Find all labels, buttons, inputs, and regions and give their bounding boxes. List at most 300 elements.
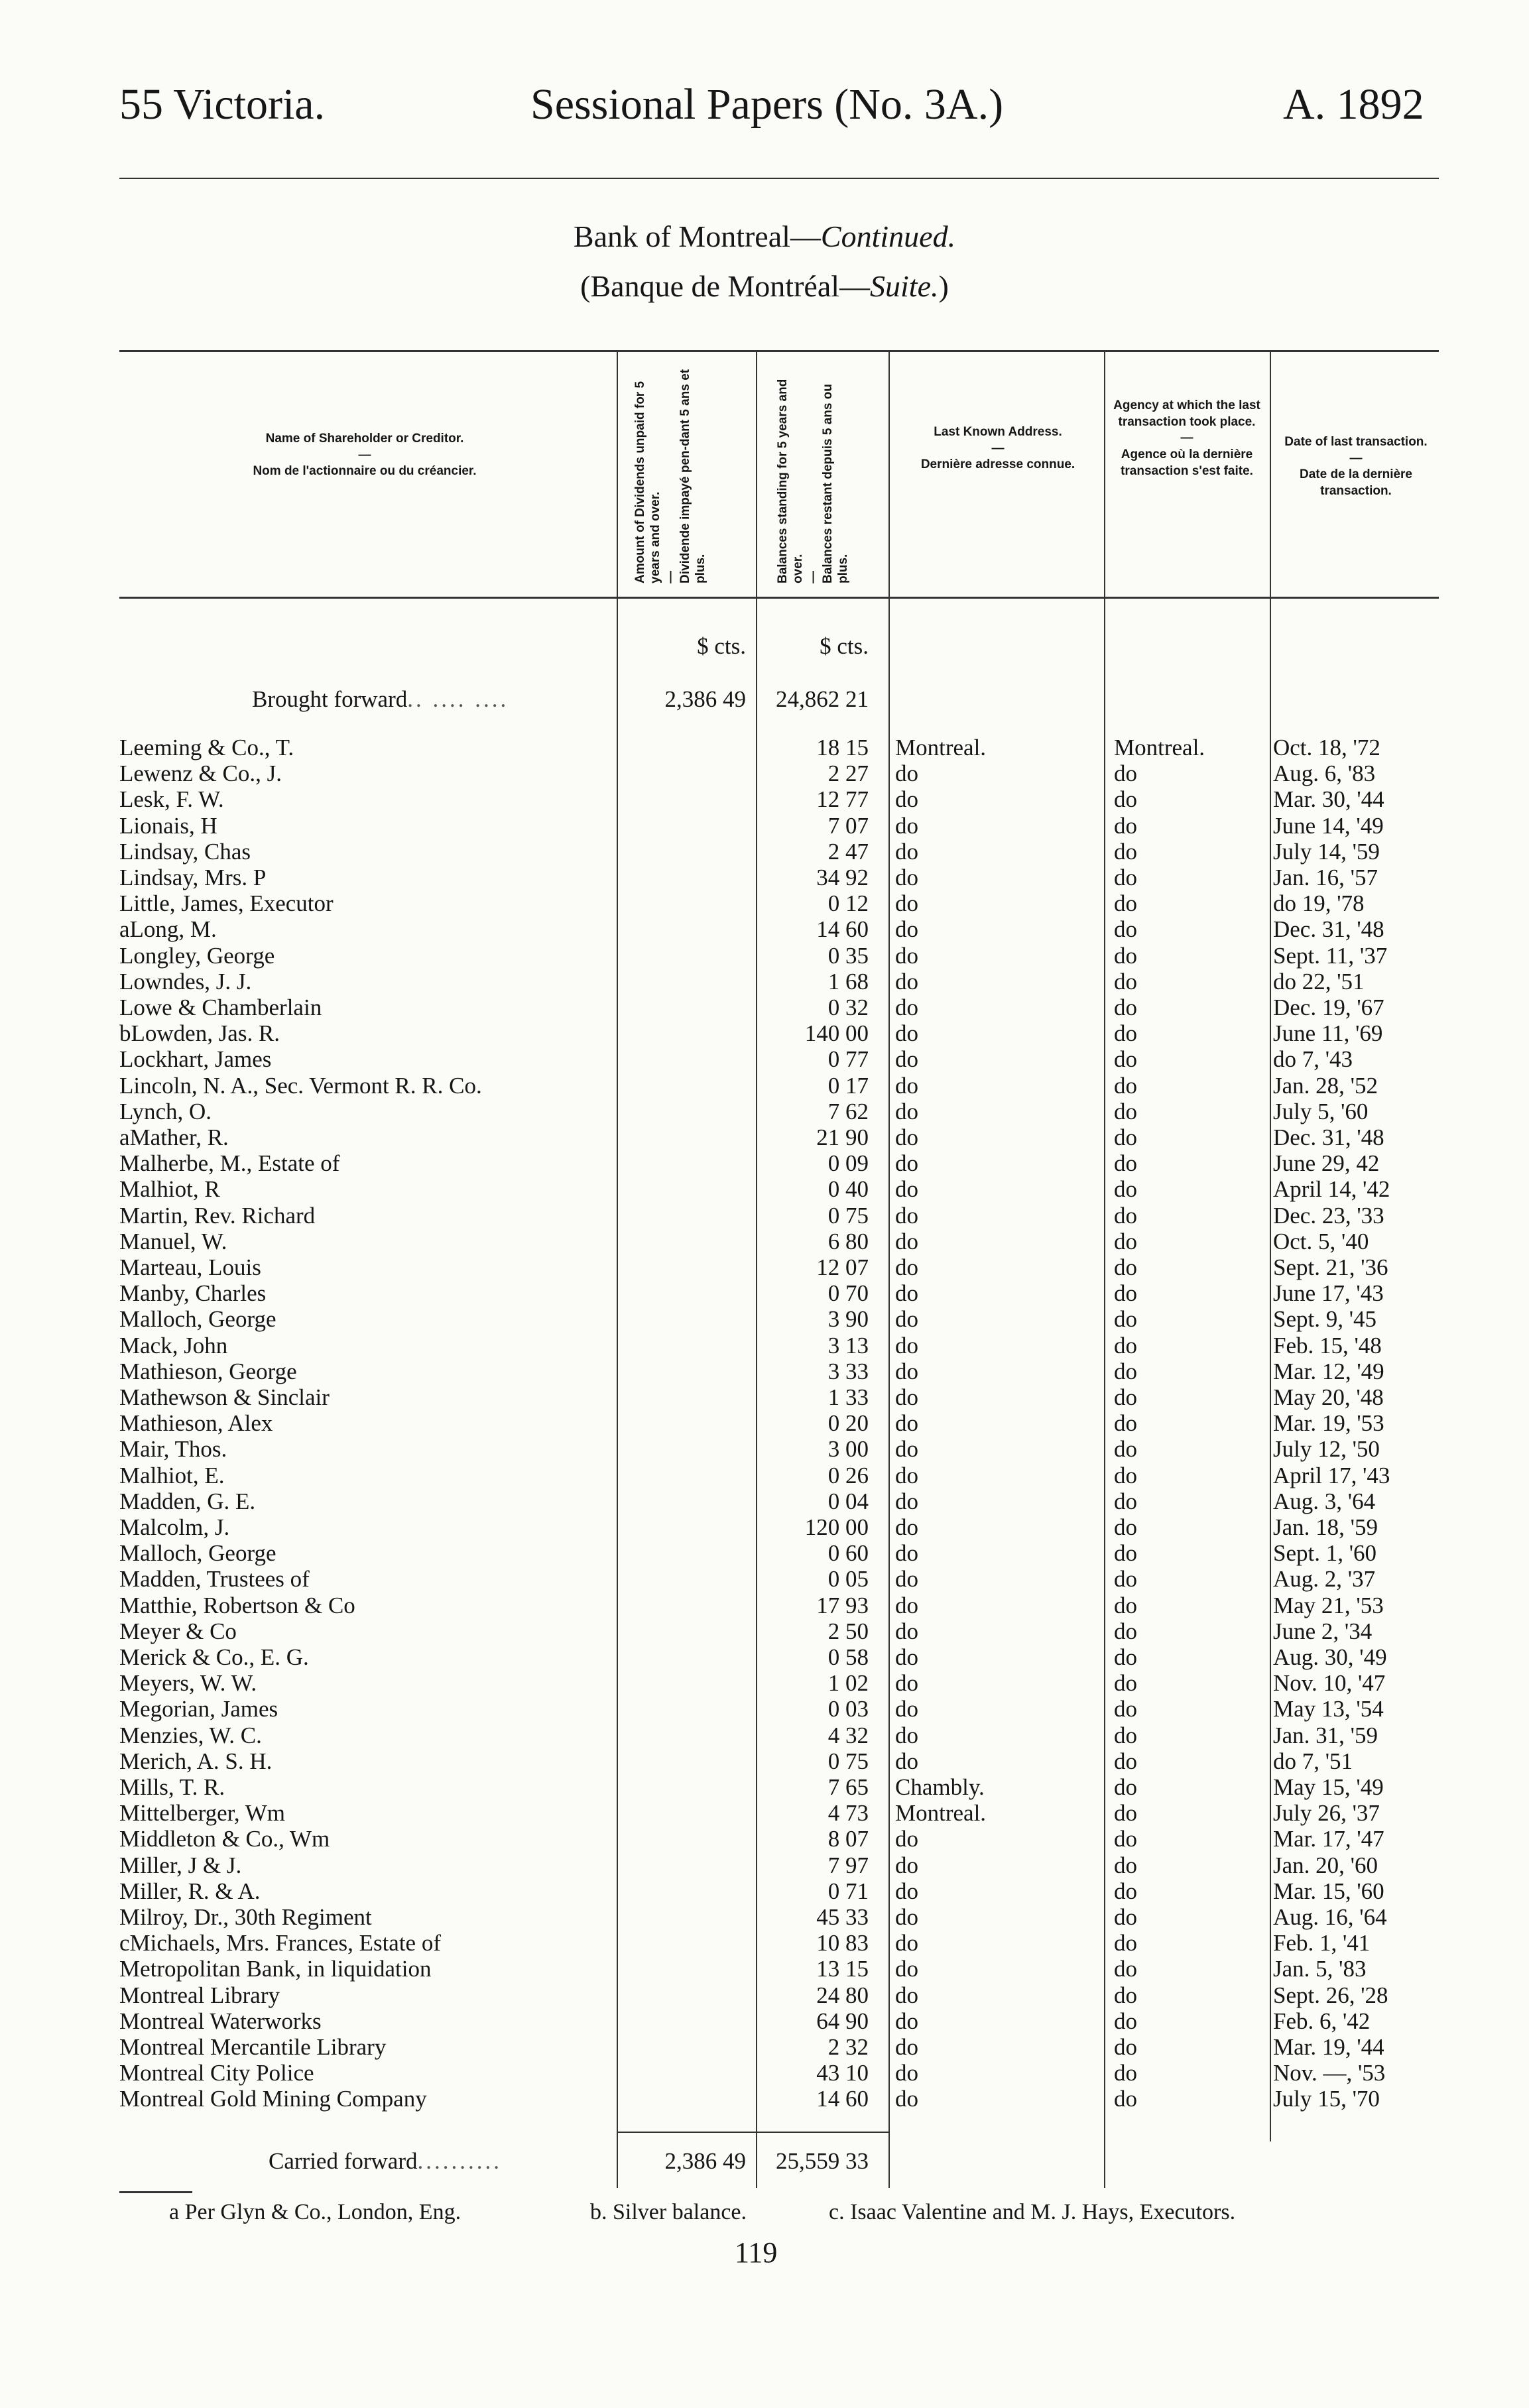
table-row xyxy=(0,916,1529,942)
row-agency: do xyxy=(1114,1332,1137,1358)
row-date: July 12, '50 xyxy=(1273,1436,1380,1463)
subtitle-plain: (Banque de Montréal— xyxy=(580,269,871,303)
row-balance: 0 04 xyxy=(827,1488,869,1514)
col-header-addr-fr: Dernière adresse connue. xyxy=(920,457,1075,472)
units-dividends: $ cts. xyxy=(697,633,746,659)
row-date: Feb. 6, '42 xyxy=(1273,2008,1371,2034)
table-row xyxy=(0,2008,1529,2034)
row-date: Sept. 9, '45 xyxy=(1273,1306,1377,1333)
table-row xyxy=(0,813,1529,839)
row-date: Aug. 3, '64 xyxy=(1273,1488,1376,1514)
row-balance: 14 60 xyxy=(816,2086,869,2112)
row-agency: do xyxy=(1114,1826,1137,1852)
row-name: Montreal Library xyxy=(119,1982,280,2008)
table-row xyxy=(0,1514,1529,1540)
row-balance: 7 62 xyxy=(827,1098,869,1124)
row-agency: do xyxy=(1114,1436,1137,1463)
table-row xyxy=(0,1722,1529,1748)
table-row xyxy=(0,735,1529,760)
row-balance: 0 12 xyxy=(827,890,869,917)
col-header-div-fr: Dividende impayé pen-dant 5 ans et plus. xyxy=(678,369,708,583)
title-plain: Bank of Montreal— xyxy=(573,219,821,253)
row-address: do xyxy=(895,1176,918,1203)
row-address: Chambly. xyxy=(895,1774,985,1800)
row-date: Sept. 11, '37 xyxy=(1273,942,1388,969)
subtitle-italic: Suite. xyxy=(870,269,939,303)
row-balance: 0 17 xyxy=(827,1072,869,1099)
table-row xyxy=(0,760,1529,786)
row-date: Feb. 15, '48 xyxy=(1273,1332,1382,1358)
carried-forward-dividends: 2,386 49 xyxy=(664,2148,746,2174)
row-name: Middleton & Co., Wm xyxy=(119,1826,330,1852)
row-balance: 3 00 xyxy=(827,1436,869,1463)
row-agency: do xyxy=(1114,1618,1137,1644)
row-agency: do xyxy=(1114,2060,1137,2086)
row-name: Madden, G. E. xyxy=(119,1488,256,1514)
table-head-rule xyxy=(119,597,1439,599)
row-address: do xyxy=(895,1852,918,1878)
row-address: do xyxy=(895,1046,918,1073)
row-address: do xyxy=(895,1436,918,1463)
row-address: do xyxy=(895,1254,918,1280)
row-name: Menzies, W. C. xyxy=(119,1722,262,1748)
table-row xyxy=(0,1463,1529,1488)
page-number: 119 xyxy=(735,2236,778,2269)
row-address: do xyxy=(895,1904,918,1930)
row-balance: 0 40 xyxy=(827,1176,869,1203)
row-agency: Montreal. xyxy=(1114,735,1205,760)
row-address: do xyxy=(895,916,918,943)
row-date: Jan. 20, '60 xyxy=(1273,1852,1378,1878)
row-name: Mair, Thos. xyxy=(119,1436,227,1463)
row-balance: 4 73 xyxy=(827,1800,869,1827)
row-balance: 120 00 xyxy=(804,1514,869,1540)
row-name: Manby, Charles xyxy=(119,1280,267,1307)
row-balance: 1 68 xyxy=(827,968,869,994)
brought-forward-label: Brought forward.. .... .... xyxy=(252,686,509,712)
row-name: Mathewson & Sinclair xyxy=(119,1384,330,1410)
row-address: do xyxy=(895,760,918,787)
row-date: June 14, '49 xyxy=(1273,812,1384,839)
row-name: Lynch, O. xyxy=(119,1098,212,1124)
row-date: Dec. 23, '33 xyxy=(1273,1202,1384,1229)
table-row xyxy=(0,786,1529,812)
row-date: Mar. 17, '47 xyxy=(1273,1826,1384,1852)
row-date: Aug. 30, '49 xyxy=(1273,1644,1387,1670)
row-agency: do xyxy=(1114,1254,1137,1280)
row-agency: do xyxy=(1114,1462,1137,1488)
row-date: Mar. 30, '44 xyxy=(1273,786,1384,813)
row-agency: do xyxy=(1114,1228,1137,1254)
row-name: aMather, R. xyxy=(119,1124,229,1150)
row-name: Madden, Trustees of xyxy=(119,1566,310,1593)
table-row xyxy=(0,1306,1529,1332)
table-row xyxy=(0,1229,1529,1254)
row-name: Lewenz & Co., J. xyxy=(119,760,282,787)
row-name: Little, James, Executor xyxy=(119,890,334,917)
row-address: do xyxy=(895,2034,918,2060)
row-address: do xyxy=(895,2086,918,2112)
row-date: Jan. 18, '59 xyxy=(1273,1514,1378,1540)
row-address: do xyxy=(895,1748,918,1774)
row-name: Mathieson, George xyxy=(119,1358,297,1384)
brought-forward-row xyxy=(0,686,1529,712)
col-header-name xyxy=(133,431,597,480)
row-date: do 19, '78 xyxy=(1273,890,1365,917)
row-address: do xyxy=(895,838,918,865)
row-balance: 7 65 xyxy=(827,1774,869,1800)
table-row xyxy=(0,1410,1529,1436)
row-name: Malloch, George xyxy=(119,1540,276,1567)
units-row xyxy=(0,633,1529,659)
table-row xyxy=(0,890,1529,916)
row-address: do xyxy=(895,1280,918,1307)
row-agency: do xyxy=(1114,1046,1137,1073)
row-agency: do xyxy=(1114,1852,1137,1878)
row-agency: do xyxy=(1114,1800,1137,1827)
row-agency: do xyxy=(1114,942,1137,969)
row-name: Lockhart, James xyxy=(119,1046,272,1073)
brought-forward-dividends: 2,386 49 xyxy=(664,686,746,712)
row-agency: do xyxy=(1114,1774,1137,1800)
table-row xyxy=(0,1593,1529,1618)
table-row xyxy=(0,1748,1529,1774)
row-address: Montreal. xyxy=(895,1800,987,1827)
row-balance: 2 50 xyxy=(827,1618,869,1644)
row-agency: do xyxy=(1114,1124,1137,1150)
row-address: do xyxy=(895,1514,918,1540)
row-date: Mar. 19, '53 xyxy=(1273,1410,1384,1437)
row-address: do xyxy=(895,1124,918,1150)
col-header-div-sep: — xyxy=(663,571,678,583)
col-header-date-sep: — xyxy=(1349,451,1363,465)
col-header-agency xyxy=(1107,398,1266,479)
row-address: do xyxy=(895,1072,918,1099)
row-name: Montreal Gold Mining Company xyxy=(119,2086,427,2112)
col-header-date-fr: Date de la dernière transaction. xyxy=(1299,467,1413,499)
col-header-name-en: Name of Shareholder or Creditor. xyxy=(265,432,464,446)
row-name: Longley, George xyxy=(119,942,275,969)
title-italic: Continued. xyxy=(820,219,956,253)
table-row xyxy=(0,1358,1529,1384)
row-address: do xyxy=(895,1020,918,1047)
row-date: Dec. 31, '48 xyxy=(1273,916,1384,943)
row-date: Aug. 16, '64 xyxy=(1273,1904,1387,1930)
row-date: do 22, '51 xyxy=(1273,968,1365,994)
row-address: do xyxy=(895,1150,918,1177)
row-address: do xyxy=(895,2060,918,2086)
row-date: July 15, '70 xyxy=(1273,2086,1380,2112)
col-header-agency-fr: Agence où la dernière transaction s'est faite. xyxy=(1121,448,1253,478)
footnote-rule xyxy=(119,2191,192,2193)
col-header-agency-sep: — xyxy=(1180,431,1193,446)
row-balance: 34 92 xyxy=(816,865,869,890)
table-row xyxy=(0,1826,1529,1852)
row-date: Jan. 16, '57 xyxy=(1273,865,1378,890)
row-address: do xyxy=(895,1644,918,1670)
row-address: do xyxy=(895,1592,918,1618)
row-name: Malherbe, M., Estate of xyxy=(119,1150,340,1177)
row-date: Nov. —, '53 xyxy=(1273,2060,1386,2086)
row-name: Meyer & Co xyxy=(119,1618,237,1644)
row-name: Matthie, Robertson & Co xyxy=(119,1592,355,1618)
row-balance: 2 47 xyxy=(827,838,869,865)
row-date: Mar. 12, '49 xyxy=(1273,1358,1384,1384)
total-rule xyxy=(617,2132,888,2133)
row-address: do xyxy=(895,1982,918,2008)
col-header-address xyxy=(895,424,1101,473)
row-name: bLowden, Jas. R. xyxy=(119,1020,280,1047)
row-balance: 0 09 xyxy=(827,1150,869,1177)
row-agency: do xyxy=(1114,1410,1137,1437)
table-row xyxy=(0,1566,1529,1592)
row-name: Meyers, W. W. xyxy=(119,1670,257,1697)
row-balance: 3 90 xyxy=(827,1306,869,1333)
row-balance: 8 07 xyxy=(827,1826,869,1852)
row-balance: 0 60 xyxy=(827,1540,869,1567)
row-date: April 14, '42 xyxy=(1273,1176,1390,1203)
row-name: Malcolm, J. xyxy=(119,1514,230,1540)
row-date: Sept. 1, '60 xyxy=(1273,1540,1377,1567)
row-name: Montreal City Police xyxy=(119,2060,314,2086)
row-date: July 5, '60 xyxy=(1273,1098,1369,1124)
row-name: Megorian, James xyxy=(119,1696,278,1722)
table-row xyxy=(0,1878,1529,1904)
row-balance: 0 35 xyxy=(827,942,869,969)
col-header-bal-fr: Balances restant depuis 5 ans ou plus. xyxy=(821,384,851,583)
row-agency: do xyxy=(1114,1566,1137,1593)
row-balance: 21 90 xyxy=(816,1124,869,1150)
table-row xyxy=(0,1644,1529,1670)
table-row xyxy=(0,1852,1529,1878)
row-address: do xyxy=(895,1228,918,1254)
row-name: Malloch, George xyxy=(119,1306,276,1333)
row-date: Jan. 28, '52 xyxy=(1273,1072,1378,1099)
row-date: July 26, '37 xyxy=(1273,1800,1380,1827)
row-name: Mittelberger, Wm xyxy=(119,1800,286,1827)
row-name: Lincoln, N. A., Sec. Vermont R. R. Co. xyxy=(119,1072,482,1099)
row-date: Jan. 5, '83 xyxy=(1273,1956,1367,1982)
row-name: Metropolitan Bank, in liquidation xyxy=(119,1956,432,1982)
table-row xyxy=(0,1982,1529,2008)
row-date: Mar. 15, '60 xyxy=(1273,1878,1384,1904)
row-balance: 2 27 xyxy=(827,760,869,787)
row-agency: do xyxy=(1114,1306,1137,1333)
carried-forward-text: Carried forward xyxy=(269,2148,418,2174)
row-name: Milroy, Dr., 30th Regiment xyxy=(119,1904,372,1930)
row-balance: 14 60 xyxy=(816,916,869,943)
carried-forward-label: Carried forward.......... xyxy=(269,2148,502,2174)
table-row xyxy=(0,1670,1529,1696)
row-agency: do xyxy=(1114,1982,1137,2008)
row-name: aLong, M. xyxy=(119,916,217,943)
table-row xyxy=(0,2060,1529,2086)
row-agency: do xyxy=(1114,1280,1137,1307)
row-address: do xyxy=(895,1358,918,1384)
row-balance: 43 10 xyxy=(816,2060,869,2086)
row-date: Sept. 21, '36 xyxy=(1273,1254,1388,1280)
row-name: Merick & Co., E. G. xyxy=(119,1644,309,1670)
row-agency: do xyxy=(1114,865,1137,890)
row-balance: 17 93 xyxy=(816,1592,869,1618)
row-address: do xyxy=(895,1956,918,1982)
row-balance: 1 02 xyxy=(827,1670,869,1697)
row-agency: do xyxy=(1114,2008,1137,2034)
row-name: Lowe & Chamberlain xyxy=(119,994,322,1020)
row-date: Mar. 19, '44 xyxy=(1273,2034,1384,2060)
table-row xyxy=(0,1280,1529,1306)
row-address: do xyxy=(895,1696,918,1722)
row-date: Dec. 19, '67 xyxy=(1273,994,1384,1020)
table-row xyxy=(0,1073,1529,1099)
header-year: A. 1892 xyxy=(1283,80,1424,129)
row-date: do 7, '51 xyxy=(1273,1748,1353,1774)
row-address: do xyxy=(895,865,918,890)
table-row xyxy=(0,1540,1529,1566)
row-agency: do xyxy=(1114,1540,1137,1567)
table-row xyxy=(0,994,1529,1020)
row-agency: do xyxy=(1114,1956,1137,1982)
row-agency: do xyxy=(1114,838,1137,865)
row-date: June 17, '43 xyxy=(1273,1280,1384,1307)
row-date: Jan. 31, '59 xyxy=(1273,1722,1378,1748)
row-balance: 10 83 xyxy=(816,1930,869,1957)
table-row xyxy=(0,1176,1529,1202)
table-row xyxy=(0,2086,1529,2112)
footnote-a: a Per Glyn & Co., London, Eng. xyxy=(169,2200,461,2224)
row-address: do xyxy=(895,786,918,813)
table-row xyxy=(0,1436,1529,1462)
row-balance: 0 77 xyxy=(827,1046,869,1073)
table-row xyxy=(0,1774,1529,1800)
header-volume: 55 Victoria. xyxy=(119,80,326,129)
col-header-name-fr: Nom de l'actionnaire ou du créancier. xyxy=(253,464,477,479)
row-agency: do xyxy=(1114,786,1137,813)
row-balance: 0 70 xyxy=(827,1280,869,1307)
row-balance: 1 33 xyxy=(827,1384,869,1410)
row-balance: 7 97 xyxy=(827,1852,869,1878)
row-address: do xyxy=(895,1618,918,1644)
col-header-agency-en: Agency at which the last transaction took place. xyxy=(1113,398,1260,429)
row-address: do xyxy=(895,1384,918,1410)
brought-forward-balances: 24,862 21 xyxy=(776,686,869,712)
row-balance: 2 32 xyxy=(827,2034,869,2060)
row-agency: do xyxy=(1114,1358,1137,1384)
row-agency: do xyxy=(1114,1592,1137,1618)
row-address: do xyxy=(895,1202,918,1229)
row-balance: 12 07 xyxy=(816,1254,869,1280)
row-balance: 18 15 xyxy=(816,735,869,760)
row-agency: do xyxy=(1114,1384,1137,1410)
row-agency: do xyxy=(1114,1930,1137,1957)
row-date: Oct. 5, '40 xyxy=(1273,1228,1369,1254)
row-balance: 12 77 xyxy=(816,786,869,813)
header-series: Sessional Papers (No. 3A.) xyxy=(530,80,1004,129)
col-header-dividends xyxy=(633,358,709,583)
row-date: June 2, '34 xyxy=(1273,1618,1373,1644)
row-name: Martin, Rev. Richard xyxy=(119,1202,316,1229)
row-name: Lesk, F. W. xyxy=(119,786,224,813)
row-name: Manuel, W. xyxy=(119,1228,227,1254)
row-balance: 3 33 xyxy=(827,1358,869,1384)
row-date: Oct. 18, '72 xyxy=(1273,735,1380,760)
header-rule xyxy=(119,178,1439,179)
row-name: Merich, A. S. H. xyxy=(119,1748,273,1774)
row-address: do xyxy=(895,994,918,1020)
row-balance: 0 26 xyxy=(827,1462,869,1488)
row-name: Malhiot, E. xyxy=(119,1462,225,1488)
table-row xyxy=(0,1800,1529,1826)
col-header-name-sep: — xyxy=(358,448,371,462)
row-name: Miller, R. & A. xyxy=(119,1878,261,1904)
table-row xyxy=(0,943,1529,969)
row-agency: do xyxy=(1114,968,1137,994)
row-agency: do xyxy=(1114,1488,1137,1514)
row-name: Marteau, Louis xyxy=(119,1254,261,1280)
row-address: do xyxy=(895,1306,918,1333)
row-date: do 7, '43 xyxy=(1273,1046,1353,1073)
row-balance: 64 90 xyxy=(816,2008,869,2034)
col-header-balances xyxy=(776,358,851,583)
row-agency: do xyxy=(1114,1514,1137,1540)
row-address: do xyxy=(895,1098,918,1124)
table-row xyxy=(0,1124,1529,1150)
subtitle-close: ) xyxy=(938,269,949,303)
row-name: Mack, John xyxy=(119,1332,228,1358)
carried-forward-row xyxy=(0,2148,1529,2174)
row-name: cMichaels, Mrs. Frances, Estate of xyxy=(119,1930,441,1957)
table-row xyxy=(0,1099,1529,1124)
row-date: Aug. 2, '37 xyxy=(1273,1566,1376,1593)
row-name: Leeming & Co., T. xyxy=(119,735,294,760)
row-address: Montreal. xyxy=(895,735,987,760)
row-address: do xyxy=(895,1566,918,1593)
row-balance: 24 80 xyxy=(816,1982,869,2008)
table-row xyxy=(0,1696,1529,1722)
row-balance: 4 32 xyxy=(827,1722,869,1748)
row-date: May 15, '49 xyxy=(1273,1774,1384,1800)
table-row xyxy=(0,1020,1529,1046)
row-name: Malhiot, R xyxy=(119,1176,220,1203)
row-balance: 0 75 xyxy=(827,1748,869,1774)
row-date: Feb. 1, '41 xyxy=(1273,1930,1371,1957)
row-agency: do xyxy=(1114,2086,1137,2112)
table-row xyxy=(0,2034,1529,2060)
row-address: do xyxy=(895,1670,918,1697)
row-address: do xyxy=(895,968,918,994)
row-agency: do xyxy=(1114,994,1137,1020)
table-row xyxy=(0,1904,1529,1930)
row-address: do xyxy=(895,1930,918,1957)
table-row xyxy=(0,1956,1529,1982)
page-title xyxy=(0,219,1529,254)
row-agency: do xyxy=(1114,1176,1137,1203)
row-address: do xyxy=(895,1462,918,1488)
row-date: Aug. 6, '83 xyxy=(1273,760,1376,787)
row-address: do xyxy=(895,812,918,839)
row-agency: do xyxy=(1114,760,1137,787)
row-name: Lindsay, Mrs. P xyxy=(119,865,267,890)
row-name: Miller, J & J. xyxy=(119,1852,242,1878)
row-address: do xyxy=(895,942,918,969)
row-agency: do xyxy=(1114,1072,1137,1099)
row-address: do xyxy=(895,1722,918,1748)
row-agency: do xyxy=(1114,1098,1137,1124)
col-header-addr-en: Last Known Address. xyxy=(934,425,1062,439)
footnote-c: c. Isaac Valentine and M. J. Hays, Executors. xyxy=(829,2200,1236,2224)
row-agency: do xyxy=(1114,1020,1137,1047)
row-date: May 13, '54 xyxy=(1273,1696,1384,1722)
